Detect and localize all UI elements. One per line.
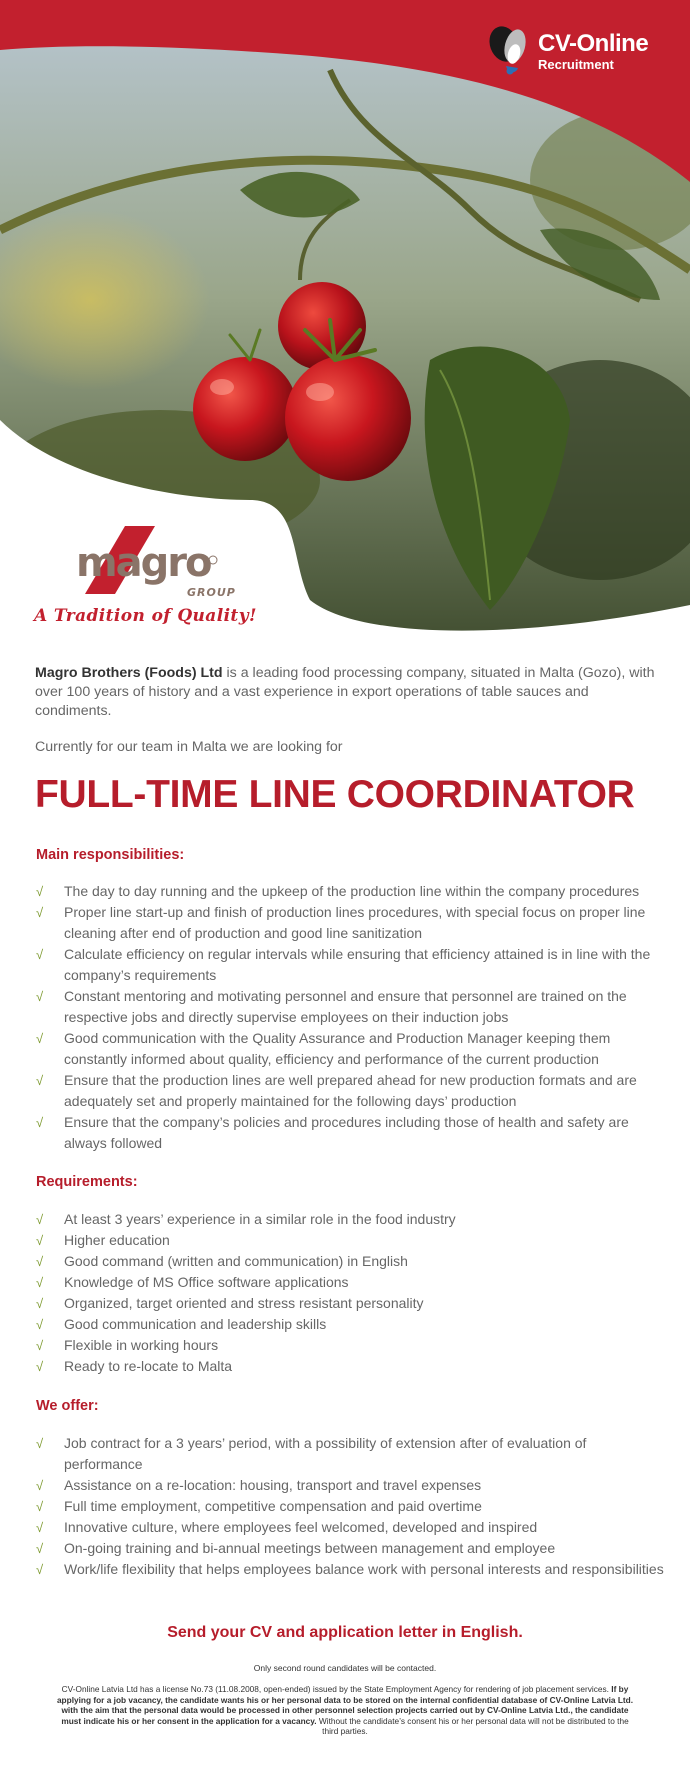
list-item: √ On-going training and bi-annual meetings between management and employee [36, 1538, 666, 1559]
list-item: √ Knowledge of MS Office software applications [36, 1272, 666, 1293]
list-item: √ Good command (written and communication) in English [36, 1251, 666, 1272]
list-item: √ Assistance on a re-location: housing, transport and travel expenses [36, 1475, 666, 1496]
magro-group-label: GROUP [187, 586, 236, 599]
list-item: √ Higher education [36, 1230, 666, 1251]
check-icon: √ [36, 1073, 44, 1088]
check-icon: √ [36, 1478, 44, 1493]
list-item: √ Constant mentoring and motivating personnel and ensure that personnel are trained on the respective jobs and directly supervise employees on their induction jobs [36, 988, 627, 1025]
requirements-list [36, 1209, 666, 1377]
check-icon: √ [36, 1436, 44, 1451]
magro-wordmark: magro [76, 540, 211, 586]
apply-call-to-action: Send your CV and application letter in English. [167, 1624, 523, 1641]
legal-disclaimer: CV-Online Latvia Ltd has a license No.73 (11.08.2008, open-ended) issued by the State Employment Agency for rendering of job placement services. If by applying for a job vacancy, the candidate wants his or her personal data to be stored on the internal confidential database of CV-Online Latvia Ltd. with the aim that the personal data would be processed in other personnel selection projects carried out by CV-Online Latvia Ltd., the candidate must indicate his or her consent in the application for a vacancy. Without the candidate’s consent his or her personal data will not be distributed to the third parties. [56, 1684, 634, 1736]
list-item: √ Organized, target oriented and stress resistant personality [36, 1293, 666, 1314]
list-item: √ Innovative culture, where employees feel welcomed, developed and inspired [36, 1517, 666, 1538]
check-icon: √ [36, 1031, 44, 1046]
responsibilities-list [36, 881, 666, 1154]
check-icon: √ [36, 1233, 44, 1248]
check-icon: √ [36, 1296, 44, 1311]
list-item: √ Work/life flexibility that helps employees balance work with personal interests and responsibilities [36, 1559, 666, 1580]
magro-logo [30, 524, 280, 604]
check-icon: √ [36, 884, 44, 899]
check-icon: √ [36, 1499, 44, 1514]
list-item: √ Ensure that the production lines are well prepared ahead for new production formats and are adequately set and properly maintained for the following days’ production [36, 1072, 637, 1109]
cv-online-logo-icon [488, 24, 532, 78]
offer-list [36, 1433, 666, 1580]
list-item: √ Good communication and leadership skills [36, 1314, 666, 1335]
check-icon: √ [36, 1254, 44, 1269]
company-tagline: A Tradition of Quality! [34, 606, 257, 626]
check-icon: √ [36, 1359, 44, 1374]
intro-paragraph [35, 664, 665, 721]
requirements-heading: Requirements: [36, 1174, 138, 1190]
check-icon: √ [36, 1562, 44, 1577]
list-item: √ Calculate efficiency on regular intervals while ensuring that efficiency attained is in line with the company’s requirements [36, 946, 651, 983]
contact-note: Only second round candidates will be contacted. [253, 1663, 437, 1673]
check-icon: √ [36, 1520, 44, 1535]
cv-online-subtitle: Recruitment [538, 56, 614, 72]
looking-for-text: Currently for our team in Malta we are looking for [35, 739, 343, 755]
check-icon: √ [36, 1275, 44, 1290]
check-icon: √ [36, 989, 44, 1004]
company-name: Magro Brothers (Foods) Ltd [35, 665, 223, 681]
list-item: √ At least 3 years’ experience in a similar role in the food industry [36, 1209, 666, 1230]
hero-banner [0, 0, 690, 660]
list-item: √ Flexible in working hours [36, 1335, 666, 1356]
list-item: √ Proper line start-up and finish of production lines procedures, with special focus on proper line cleaning after end of production and good line sanitization [36, 904, 646, 941]
check-icon: √ [36, 1541, 44, 1556]
offer-heading: We offer: [36, 1398, 99, 1414]
list-item: √ Full time employment, competitive compensation and paid overtime [36, 1496, 666, 1517]
list-item: √ Ready to re-locate to Malta [36, 1356, 666, 1377]
intro-text: is a leading food processing company, situated in Malta (Gozo), with over 100 years of history and a vast experience in export operations of table sauces and condiments. [35, 665, 655, 719]
cv-online-logo[interactable] [488, 24, 648, 78]
list-item: √ Ensure that the company’s policies and procedures including those of health and safety are always followed [36, 1114, 629, 1151]
job-title: FULL-TIME LINE COORDINATOR [35, 773, 635, 816]
check-icon: √ [36, 1212, 44, 1227]
magro-logo-graphic [30, 524, 236, 604]
list-item: √ Good communication with the Quality Assurance and Production Manager keeping them constantly informed about quality, efficiency and performance of the current production [36, 1030, 611, 1067]
check-icon: √ [36, 905, 44, 920]
check-icon: √ [36, 947, 44, 962]
list-item: √ Job contract for a 3 years’ period, with a possibility of extension after of evaluation of performance [36, 1435, 587, 1472]
intro-section [35, 664, 665, 817]
check-icon: √ [36, 1115, 44, 1130]
cv-online-brand: CV-Online [538, 29, 649, 57]
check-icon: √ [36, 1317, 44, 1332]
check-icon: √ [36, 1338, 44, 1353]
list-item: √ The day to day running and the upkeep of the production line within the company procedures [36, 881, 666, 902]
responsibilities-heading: Main responsibilities: [36, 847, 185, 863]
